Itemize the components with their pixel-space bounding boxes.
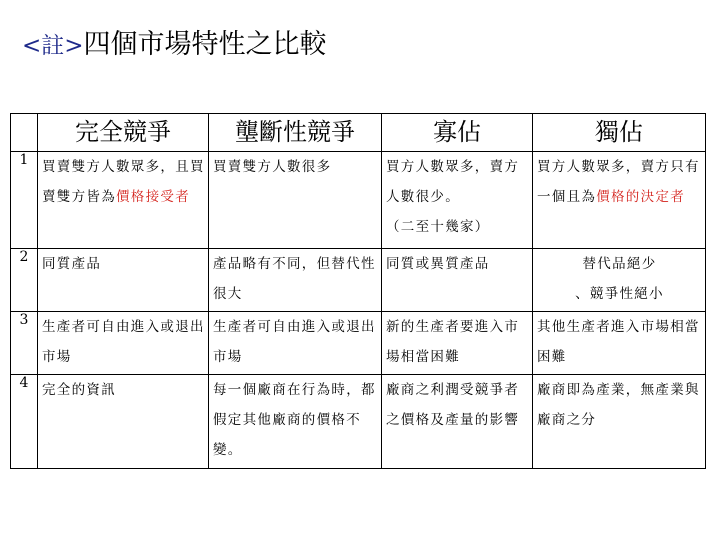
cell-text: 同質產品: [42, 256, 102, 272]
row-number: 4: [11, 375, 38, 469]
table-cell: [38, 312, 209, 375]
header-monopoly: 獨佔: [533, 114, 706, 152]
header-perfect-competition: 完全競爭: [38, 114, 209, 152]
cell-text: 新的生產者要進入市場相當困難: [386, 319, 520, 365]
cell-highlight: 價格的決定者: [596, 189, 686, 205]
table-cell: [382, 249, 533, 312]
table-cell: [533, 375, 706, 469]
table-row: [11, 152, 706, 249]
table-cell: [209, 249, 382, 312]
table-cell: [382, 152, 533, 249]
table-cell: [382, 375, 533, 469]
comparison-table: [10, 113, 706, 469]
table-cell: [533, 249, 706, 312]
row-number: 2: [11, 249, 38, 312]
slide-title: [22, 28, 327, 63]
header-corner: [11, 114, 38, 152]
table-row: [11, 312, 706, 375]
cell-text: 買賣雙方人數眾多，且買賣雙方皆為: [42, 159, 205, 205]
cell-text: 、競爭性絕小: [575, 286, 664, 302]
row-number: 3: [11, 312, 38, 375]
cell-text: 生產者可自由進入或退出市場: [42, 319, 205, 365]
table-cell: [382, 312, 533, 375]
table-row: [11, 375, 706, 469]
table-row: [11, 249, 706, 312]
table-cell: [209, 152, 382, 249]
cell-text: 生產者可自由進入或退出市場: [213, 319, 376, 365]
table-cell: [38, 375, 209, 469]
table-cell: [209, 312, 382, 375]
cell-text: 買賣雙方人數很多: [213, 159, 332, 175]
cell-text: 每一個廠商在行為時，都假定其他廠商的價格不變。: [213, 382, 376, 458]
row-number: 1: [11, 152, 38, 249]
cell-text: 買方人數眾多，賣方只有一個且為: [537, 159, 700, 205]
table-cell: [533, 312, 706, 375]
header-oligopoly: 寡佔: [382, 114, 533, 152]
table-cell: [209, 375, 382, 469]
cell-text: 完全的資訊: [42, 382, 116, 398]
title-note: <註>: [22, 33, 84, 59]
table-cell: [38, 249, 209, 312]
header-row: [11, 114, 706, 152]
cell-text: 同質或異質產品: [386, 256, 490, 272]
cell-text: 替代品絕少: [582, 256, 657, 272]
table-cell: [38, 152, 209, 249]
cell-text: 買方人數眾多，賣方人數很少。: [386, 159, 520, 205]
cell-text: 產品略有不同，但替代性很大: [213, 256, 376, 302]
cell-highlight: 價格接受者: [116, 189, 190, 205]
cell-text: 其他生產者進入市場相當困難: [537, 319, 700, 365]
table-cell: [533, 152, 706, 249]
header-monopolistic-competition: 壟斷性競爭: [209, 114, 382, 152]
cell-text: 廠商之利潤受競爭者之價格及產量的影響: [386, 382, 520, 428]
cell-text: 廠商即為產業，無產業與廠商之分: [537, 382, 700, 428]
title-text: 四個市場特性之比較: [83, 29, 327, 60]
cell-note: （二至十幾家）: [386, 219, 490, 235]
